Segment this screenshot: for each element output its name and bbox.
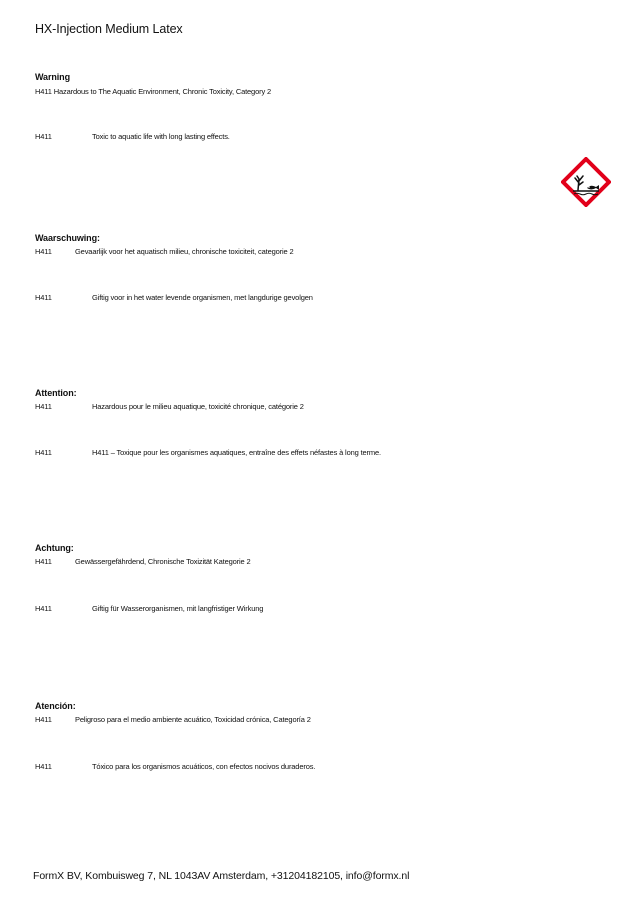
classification-code-nl: H411: [35, 247, 52, 256]
statement-code-nl: H411: [35, 293, 52, 302]
statement-es: Tóxico para los organismos acuáticos, con efectos nocivos duraderos.: [92, 762, 316, 771]
section-heading-en: Warning: [35, 72, 70, 82]
ghs09-environment-icon: [561, 157, 611, 207]
classification-de: Gewässergefährdend, Chronische Toxizität Kategorie 2: [75, 557, 251, 566]
statement-code-es: H411: [35, 762, 52, 771]
statement-fr: H411 – Toxique pour les organismes aquatiques, entraîne des effets néfastes à long terme.: [92, 448, 381, 457]
statement-code-fr: H411: [35, 448, 52, 457]
classification-fr: Hazardous pour le milieu aquatique, toxicité chronique, catégorie 2: [92, 402, 304, 411]
statement-de: Giftig für Wasserorganismen, mit langfristiger Wirkung: [92, 604, 264, 613]
section-heading-de: Achtung:: [35, 543, 74, 553]
classification-nl: Gevaarlijk voor het aquatisch milieu, chronische toxiciteit, categorie 2: [75, 247, 294, 256]
section-heading-es: Atención:: [35, 701, 76, 711]
statement-code-de: H411: [35, 604, 52, 613]
classification-en: H411 Hazardous to The Aquatic Environment, Chronic Toxicity, Category 2: [35, 87, 272, 96]
section-heading-fr: Attention:: [35, 388, 77, 398]
classification-es: Peligroso para el medio ambiente acuático, Toxicidad crónica, Categoría 2: [75, 715, 311, 724]
classification-code-fr: H411: [35, 402, 52, 411]
statement-en: Toxic to aquatic life with long lasting effects.: [92, 132, 230, 141]
classification-code-de: H411: [35, 557, 52, 566]
statement-code-en: H411: [35, 132, 52, 141]
statement-nl: Giftig voor in het water levende organismen, met langdurige gevolgen: [92, 293, 313, 302]
footer-contact: FormX BV, Kombuisweg 7, NL 1043AV Amsterdam, +31204182105, info@formx.nl: [33, 870, 410, 882]
section-heading-nl: Waarschuwing:: [35, 233, 100, 243]
classification-code-es: H411: [35, 715, 52, 724]
document-title: HX-Injection Medium Latex: [35, 22, 183, 36]
